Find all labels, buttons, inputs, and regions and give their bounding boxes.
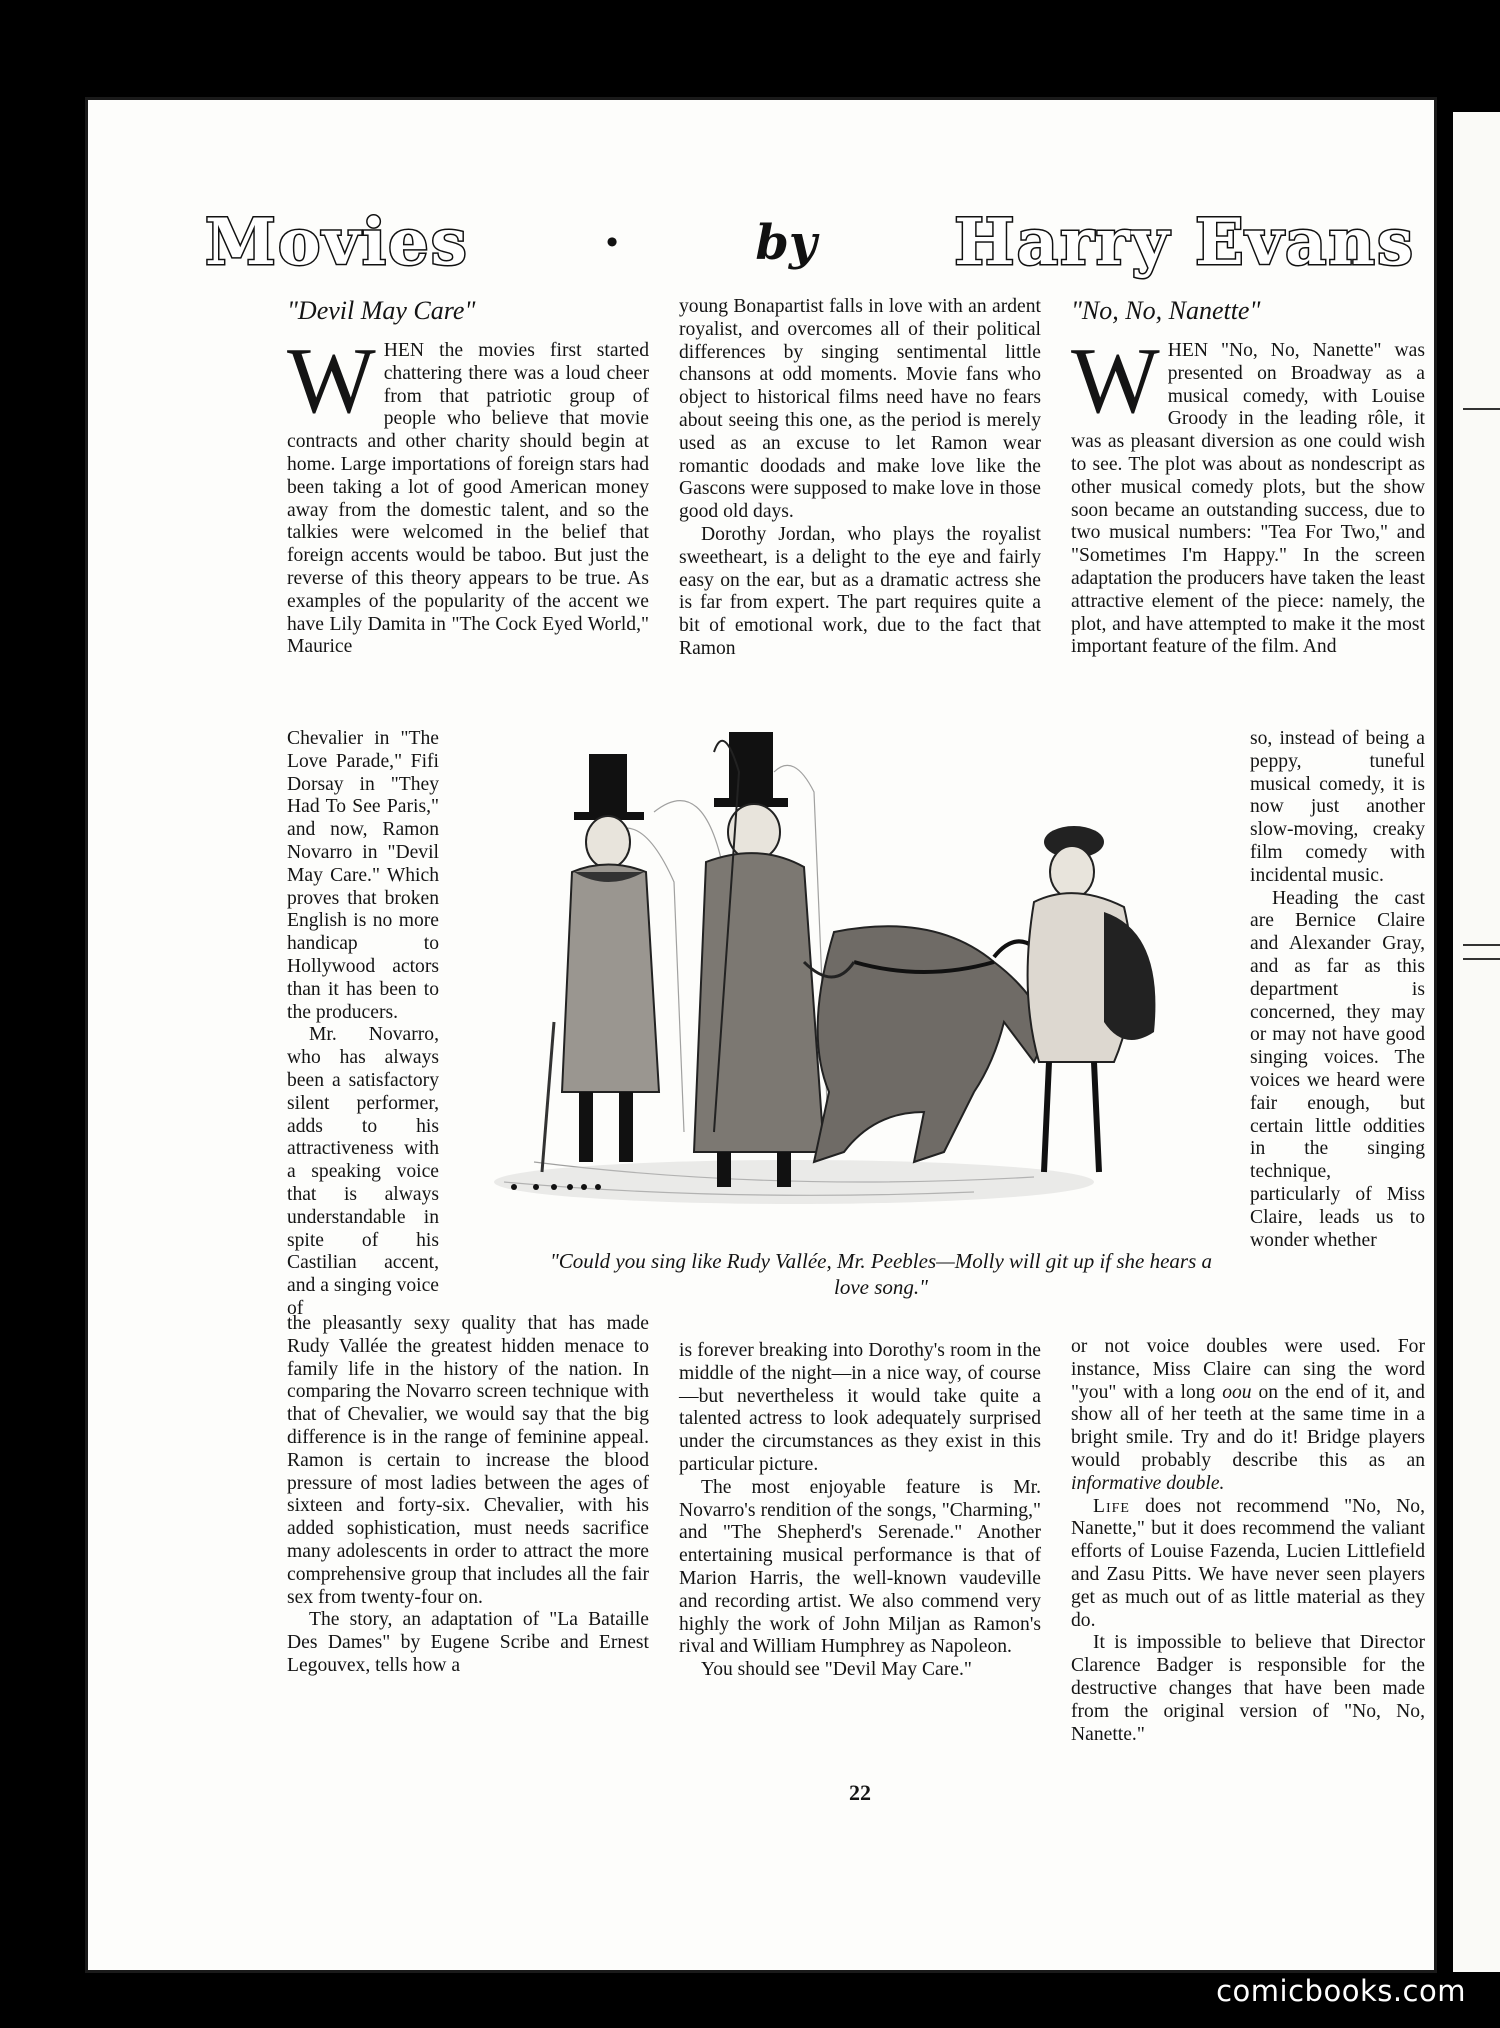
article2-paragraph: WHEN "No, No, Nanette" was presented on Broadway as a musical comedy, with Louise Groody in the leading rôle, it was as pleasant diversion as one could wish to see. The plot was about as nondescript as other musical comedy plots, but the show soon became an outstanding success, due to two musical numbers: "Tea For Two," and "Sometimes I'm Happy." In the screen adaptation the producers have taken the least attractive element of the piece: namely, the plot, and have attempted to make it the most important feature of the film. And <box>1071 329 1425 658</box>
article1-paragraph: young Bonapartist falls in love with an ardent royalist, and overcomes all of their political differences by singing sentimental little chansons at odd moments. Movie fans who object to historical films need have no fears about seeing this one, as the period is merely used as an excuse to let Ramon wear romantic doodads and make love like the Gascons were supposed to make love in those good old days. <box>679 296 1041 523</box>
article2-heading: "No, No, Nanette" <box>1071 296 1261 325</box>
article1-column1-narrow <box>287 728 439 1321</box>
article1-column1-bottom <box>287 1313 649 1678</box>
article1-paragraph: The most enjoyable feature is Mr. Novarro's rendition of the songs, "Charming," and "The Shepherd's Serenade." Another entertaining musical performance is that of Marion Harris, the well-known vaudeville and recording artist. We also commend very highly the work of John Miljan as Ramon's rival and William Humphrey as Napoleon. <box>679 1476 1041 1658</box>
title-separator: • <box>606 224 619 261</box>
man-left-figure <box>542 754 659 1172</box>
article2-paragraph: It is impossible to believe that Director Clarence Badger is responsible for the destructive changes that have been made from the original version of "No, No, Nanette." <box>1071 1632 1425 1745</box>
article1-paragraph: Chevalier in "The Love Parade," Fifi Dorsay in "They Had To See Paris," and now, Ramon Novarro in "Devil May Care." Which proves that broken English is no more handicap to Hollywood actors than it has been to the producers. <box>287 728 439 1023</box>
section-title: Movies <box>205 205 469 280</box>
woman-figure <box>1028 826 1156 1172</box>
article2-column3-narrow <box>1250 728 1425 1252</box>
illustration-caption: "Could you sing like Rudy Vallée, Mr. Peebles—Molly will git up if she hears a love song." <box>549 1249 1213 1299</box>
page-number: 22 <box>849 1780 871 1805</box>
dropcap: W <box>1071 329 1160 433</box>
article2-paragraph: Life does not recommend "No, No, Nanette," but it does recommend the valiant efforts of Louise Fazenda, Lucien Littlefield and Zasu Pitts. We have never seen players get as much out of as little material as they do. <box>1071 1495 1425 1631</box>
man-center-figure <box>694 732 824 1187</box>
article1-column2-bottom <box>679 1340 1041 1682</box>
article2-paragraph: so, instead of being a peppy, tuneful musical comedy, it is now just another slow-moving, creaky film comedy with incidental music. <box>1250 728 1425 886</box>
byline-by: by <box>755 215 817 271</box>
article1-paragraph: The story, an adaptation of "La Bataille Des Dames" by Eugene Scribe and Ernest Legouvex, tells how a <box>287 1609 649 1676</box>
adjacent-page-edge <box>1453 112 1500 1972</box>
author-name: Harry Evans <box>954 205 1415 280</box>
article1-paragraph: WHEN the movies first started chattering there was a loud cheer from that patriotic group of people who believe that movie contracts and other charity should begin at home. Large importations of foreign stars had been taking a lot of good American money away from the domestic talent, and so the talkies were welcomed in the belief that foreign accents would be taboo. But just the reverse of this theory appears to be true. As examples of the popularity of the accent we have Lily Damita in "The Cock Eyed World," Maurice <box>287 329 649 658</box>
article1-paragraph: is forever breaking into Dorothy's room in the middle of the night—in a nice way, of course—but nevertheless it would take quite a talented actress to look adequately surprised under the circumstances as they exist in this particular picture. <box>679 1340 1041 1475</box>
article1-heading: "Devil May Care" <box>287 296 476 325</box>
article1-column1-top <box>287 296 649 659</box>
article2-paragraph: or not voice doubles were used. For instance, Miss Claire can sing the word "you" with a long oou on the end of it, and show all of her teeth at the same time in a bright smile. Try and do it! Bridge players would probably describe this as an informative double. <box>1071 1336 1425 1494</box>
article1-paragraph: Mr. Novarro, who has always been a satisfactory silent performer, adds to his attractiveness with a speaking voice that is always understandable in spite of his Castilian accent, and a singing voice of <box>287 1024 439 1319</box>
article2-column3-bottom <box>1071 1336 1425 1746</box>
article2-paragraph: Heading the cast are Bernice Claire and Alexander Gray, and as far as this department is concerned, they may or may not have good singing voices. The voices we heard were fair enough, but certain little oddities in the singing technique, particularly of Miss Claire, leads us to wonder whether <box>1250 887 1425 1251</box>
article2-column3-top <box>1071 296 1425 659</box>
life-magazine-name: Life <box>1093 1495 1130 1517</box>
article1-paragraph: Dorothy Jordan, who plays the royalist sweetheart, is a delight to the eye and fairly easy on the ear, but as a dramatic actress she is far from expert. The part requires quite a bit of emotional work, due to the fact that Ramon <box>679 523 1041 659</box>
cartoon-illustration <box>474 732 1254 1220</box>
article1-column2-top <box>679 296 1041 661</box>
article1-paragraph: You should see "Devil May Care." <box>701 1659 972 1681</box>
dropcap: W <box>287 329 376 433</box>
masthead <box>205 205 1415 280</box>
horse-figure <box>804 926 1049 1162</box>
site-watermark: comicbooks.com <box>1216 1974 1466 2008</box>
article1-paragraph: the pleasantly sexy quality that has made Rudy Vallée the greatest hidden menace to family life in the history of the nation. In comparing the Novarro screen technique with that of Chevalier, we would say that the big difference is in the range of feminine appeal. Ramon is certain to increase the blood pressure of most ladies between the ages of sixteen and forty-six. Chevalier, with his added sophistication, must needs sacrifice many adolescents in order to attract the more comprehensive group that includes all the fair sex from twenty-four on. <box>287 1313 649 1608</box>
